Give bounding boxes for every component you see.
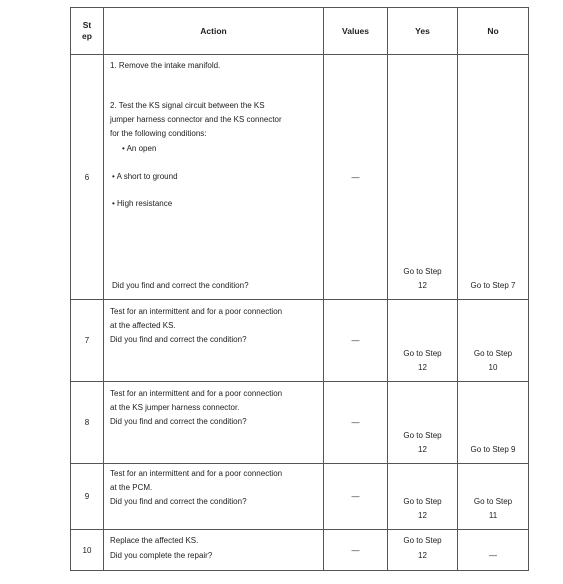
diagnostic-table [70,7,529,571]
header-row [71,8,529,55]
table-row-step-10 [71,530,529,571]
table-row-step-6 [71,55,529,300]
header-step-line1: St [82,20,92,30]
values-dash: — [351,545,360,555]
values-dash: — [351,492,360,501]
action-line: 2. Test the KS signal circuit between the KS [110,101,265,110]
action-cell [104,530,324,571]
no-cell [458,300,529,382]
action-line: • An open [122,144,157,153]
action-question: Did you find and correct the condition? [110,417,247,426]
values-dash: — [351,336,360,345]
yes-line1: Go to Step [403,497,442,506]
yes-cell [388,530,458,571]
no-cell [458,382,529,464]
yes-cell [388,300,458,382]
action-line: Replace the affected KS. [110,536,199,545]
step-number: 10 [71,530,104,571]
values-cell [324,464,388,530]
action-line: Test for an intermittent and for a poor connection [110,469,283,478]
action-question: Did you find and correct the condition? [112,281,249,290]
action-line: Test for an intermittent and for a poor connection [110,307,283,316]
header-action: Action [104,8,324,55]
no-line1: — [489,551,497,560]
no-line1: Go to Step [473,349,513,358]
action-line: at the PCM. [110,483,153,492]
yes-line1: Go to Step [403,349,442,358]
values-cell [324,530,388,571]
no-line2: 10 [488,363,498,372]
header-step [71,8,104,55]
no-line1: Go to Step [473,497,513,506]
yes-line1: Go to Step [403,267,442,276]
action-question: Did you find and correct the condition? [110,497,247,506]
no-cell [458,464,529,530]
header-yes: Yes [388,8,458,55]
action-line: jumper harness connector and the KS connector [110,115,282,124]
table-row-step-8 [71,382,529,464]
yes-line2: 12 [418,281,427,290]
yes-line2: 12 [418,363,427,372]
step-number: 6 [71,55,104,300]
step-number: 9 [71,464,104,530]
yes-cell [388,464,458,530]
action-line: • A short to ground [112,172,178,181]
values-cell [324,300,388,382]
step-number: 8 [71,382,104,464]
action-cell [104,55,324,300]
yes-line1: Go to Step [403,431,442,440]
no-line2: 11 [488,511,498,520]
yes-line2: 12 [418,551,427,560]
no-cell [458,530,529,571]
values-dash: — [351,418,360,427]
values-dash: — [351,172,360,182]
yes-line2: 12 [418,445,427,454]
table-row-step-7 [71,300,529,382]
action-cell [104,464,324,530]
action-line: 1. Remove the intake manifold. [110,61,221,70]
action-question: Did you find and correct the condition? [110,335,247,344]
yes-line1: Go to Step [403,536,442,545]
action-question: Did you complete the repair? [110,551,213,560]
table-row-step-9 [71,464,529,530]
action-line: • High resistance [112,199,173,208]
action-line: Test for an intermittent and for a poor connection [110,389,283,398]
action-cell [104,300,324,382]
no-cell [458,55,529,300]
values-cell [324,55,388,300]
action-line: at the affected KS. [110,321,176,330]
action-line: at the KS jumper harness connector. [110,403,240,412]
yes-cell [388,382,458,464]
header-values: Values [324,8,388,55]
header-step-line2: ep [82,31,92,41]
yes-line2: 12 [418,511,427,520]
step-number: 7 [71,300,104,382]
yes-cell [388,55,458,300]
values-cell [324,382,388,464]
header-no: No [458,8,529,55]
action-line: for the following conditions: [110,129,207,138]
action-cell [104,382,324,464]
no-line1: Go to Step 7 [470,281,516,290]
no-line1: Go to Step 9 [470,445,516,454]
